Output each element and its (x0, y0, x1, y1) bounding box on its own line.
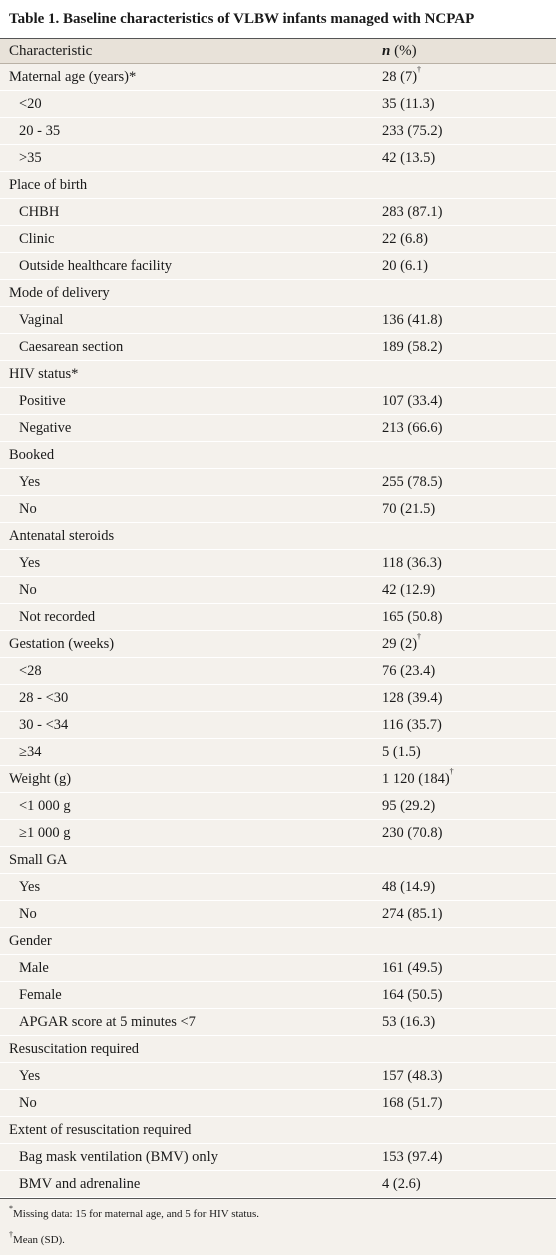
table-row (0, 982, 556, 1009)
row-value: 116 (35.7) (382, 717, 442, 733)
row-label: APGAR score at 5 minutes <7 (19, 1014, 196, 1030)
header-percent: (%) (390, 43, 417, 59)
row-value: 128 (39.4) (382, 690, 443, 706)
row-value: 233 (75.2) (382, 123, 443, 139)
row-value-cell (382, 766, 552, 792)
row-value: 53 (16.3) (382, 1014, 436, 1030)
row-value-cell (382, 145, 552, 171)
row-value: 4 (2.6) (382, 1176, 421, 1192)
row-value-cell (382, 874, 552, 900)
row-label: Yes (19, 879, 41, 895)
row-label: Place of birth (9, 177, 88, 193)
table-row-category (0, 1036, 556, 1063)
row-value: 35 (11.3) (382, 96, 435, 112)
row-value: 5 (1.5) (382, 744, 421, 760)
row-value: 283 (87.1) (382, 204, 443, 220)
row-value-cell (382, 1036, 552, 1062)
row-label: Female (19, 987, 62, 1003)
row-value-cell (382, 550, 552, 576)
row-value: 161 (49.5) (382, 960, 443, 976)
row-label: No (19, 501, 37, 517)
table-row-category (0, 766, 556, 793)
row-value: 153 (97.4) (382, 1149, 443, 1165)
row-label: Mode of delivery (9, 285, 110, 301)
row-value-superscript: † (449, 767, 454, 776)
row-label: 30 - <34 (19, 717, 69, 733)
row-value-cell (382, 739, 552, 765)
row-value: 28 (7) (382, 69, 418, 85)
row-value-cell (382, 226, 552, 252)
table-row (0, 1009, 556, 1036)
row-value-cell (382, 901, 552, 927)
table-row (0, 685, 556, 712)
row-value-cell (382, 928, 552, 954)
footnote-mean-sd (9, 1229, 547, 1255)
row-value: 1 120 (184) (382, 771, 450, 787)
table-row-category (0, 172, 556, 199)
table-row (0, 739, 556, 766)
row-value: 42 (13.5) (382, 150, 436, 166)
row-label: ≥1 000 g (19, 825, 71, 841)
footnote-text: Mean (SD). (13, 1234, 65, 1246)
table-row (0, 604, 556, 631)
table-row (0, 145, 556, 172)
table-row (0, 793, 556, 820)
row-value-cell (382, 307, 552, 333)
row-label: Bag mask ventilation (BMV) only (19, 1149, 218, 1165)
row-value-cell (382, 388, 552, 414)
row-value: 70 (21.5) (382, 501, 436, 517)
table-row-category (0, 64, 556, 91)
table-row (0, 1063, 556, 1090)
row-value: 274 (85.1) (382, 906, 443, 922)
row-value-cell (382, 334, 552, 360)
row-value: 29 (2) (382, 636, 418, 652)
table-row (0, 820, 556, 847)
row-value-cell (382, 712, 552, 738)
row-label: Extent of resuscitation required (9, 1122, 192, 1138)
row-label: Male (19, 960, 49, 976)
row-value-cell (382, 577, 552, 603)
row-label: CHBH (19, 204, 60, 220)
footnote-mark: † (9, 1230, 13, 1239)
row-value-cell (382, 631, 552, 657)
row-value-cell (382, 118, 552, 144)
table-row (0, 658, 556, 685)
table-row-category (0, 1117, 556, 1144)
table-row (0, 955, 556, 982)
table-row (0, 1090, 556, 1117)
row-value-cell (382, 847, 552, 873)
row-value: 118 (36.3) (382, 555, 442, 571)
row-value-cell (382, 172, 552, 198)
table-row-category (0, 928, 556, 955)
header-n: n (382, 43, 391, 59)
row-value: 20 (6.1) (382, 258, 428, 274)
row-value-cell (382, 361, 552, 387)
row-label: Outside healthcare facility (19, 258, 172, 274)
table-row (0, 253, 556, 280)
table-row-category (0, 631, 556, 658)
table-row (0, 496, 556, 523)
row-label: BMV and adrenaline (19, 1176, 141, 1192)
row-value: 255 (78.5) (382, 474, 443, 490)
table-row-category (0, 523, 556, 550)
row-value: 157 (48.3) (382, 1068, 443, 1084)
table-row (0, 415, 556, 442)
row-label: Positive (19, 393, 66, 409)
row-value-cell (382, 658, 552, 684)
row-value-cell (382, 496, 552, 522)
row-value: 189 (58.2) (382, 339, 443, 355)
row-label: No (19, 582, 37, 598)
row-label: HIV status* (9, 366, 79, 382)
row-label: Maternal age (years)* (9, 69, 137, 85)
table-title: Table 1. Baseline characteristics of VLBW infants managed with NCPAP (0, 0, 556, 38)
row-label: 28 - <30 (19, 690, 69, 706)
row-value: 168 (51.7) (382, 1095, 443, 1111)
row-value-cell (382, 955, 552, 981)
table-row (0, 1144, 556, 1171)
header-characteristic: Characteristic (9, 43, 93, 59)
row-value-cell (382, 1009, 552, 1035)
row-value-cell (382, 64, 552, 90)
row-label: ≥34 (19, 744, 42, 760)
table-row (0, 550, 556, 577)
row-label: No (19, 1095, 37, 1111)
row-value-cell (382, 523, 552, 549)
table-row (0, 226, 556, 253)
row-label: Resuscitation required (9, 1041, 140, 1057)
table-row (0, 577, 556, 604)
table-row-category (0, 280, 556, 307)
row-label: Gender (9, 933, 52, 949)
row-value: 42 (12.9) (382, 582, 436, 598)
table-row (0, 388, 556, 415)
row-value-cell (382, 982, 552, 1008)
row-label: Vaginal (19, 312, 64, 328)
row-value-cell (382, 604, 552, 630)
table-row (0, 901, 556, 928)
row-label: Negative (19, 420, 72, 436)
footnote-missing-data (9, 1203, 547, 1229)
row-label: >35 (19, 150, 42, 166)
row-value: 107 (33.4) (382, 393, 443, 409)
row-label: No (19, 906, 37, 922)
row-value: 136 (41.8) (382, 312, 443, 328)
table-row (0, 712, 556, 739)
row-value-cell (382, 469, 552, 495)
row-value-cell (382, 1063, 552, 1089)
row-label: Clinic (19, 231, 55, 247)
table-row (0, 307, 556, 334)
row-label: <20 (19, 96, 42, 112)
row-label: Yes (19, 1068, 41, 1084)
footnote-text: Missing data: 15 for maternal age, and 5 for HIV status. (13, 1208, 260, 1220)
row-value-cell (382, 820, 552, 846)
row-value-superscript: † (417, 65, 422, 74)
row-label: Gestation (weeks) (9, 636, 115, 652)
row-value-cell (382, 1144, 552, 1170)
row-label: Booked (9, 447, 55, 463)
row-value: 213 (66.6) (382, 420, 443, 436)
row-label: Small GA (9, 852, 68, 868)
row-value-cell (382, 442, 552, 468)
row-value: 164 (50.5) (382, 987, 443, 1003)
table-row (0, 469, 556, 496)
table-row (0, 874, 556, 901)
table-row (0, 118, 556, 145)
table-row-category (0, 361, 556, 388)
row-label: Not recorded (19, 609, 96, 625)
row-label: Antenatal steroids (9, 528, 115, 544)
table-row (0, 334, 556, 361)
row-value: 165 (50.8) (382, 609, 443, 625)
row-value: 22 (6.8) (382, 231, 428, 247)
row-value-cell (382, 280, 552, 306)
row-value-cell (382, 199, 552, 225)
row-value-superscript: † (417, 632, 422, 641)
row-value: 76 (23.4) (382, 663, 436, 679)
row-label: 20 - 35 (19, 123, 61, 139)
row-label: Yes (19, 555, 41, 571)
row-value-cell (382, 685, 552, 711)
row-label: <28 (19, 663, 42, 679)
table-row-category (0, 442, 556, 469)
row-value-cell (382, 91, 552, 117)
table-row-category (0, 847, 556, 874)
row-value-cell (382, 415, 552, 441)
row-value-cell (382, 793, 552, 819)
footnotes (0, 1199, 556, 1255)
row-label: <1 000 g (19, 798, 71, 814)
header-n-percent (382, 39, 552, 63)
footnote-mark: * (9, 1204, 13, 1213)
row-value-cell (382, 253, 552, 279)
row-value: 230 (70.8) (382, 825, 443, 841)
row-value: 95 (29.2) (382, 798, 436, 814)
row-label: Caesarean section (19, 339, 124, 355)
row-label: Yes (19, 474, 41, 490)
table-row (0, 199, 556, 226)
row-value-cell (382, 1117, 552, 1143)
table-row (0, 1171, 556, 1198)
table-header (0, 38, 556, 64)
table-row (0, 91, 556, 118)
row-value-cell (382, 1090, 552, 1116)
row-value: 48 (14.9) (382, 879, 436, 895)
row-label: Weight (g) (9, 771, 72, 787)
row-value-cell (382, 1171, 552, 1197)
table-body (0, 64, 556, 1199)
